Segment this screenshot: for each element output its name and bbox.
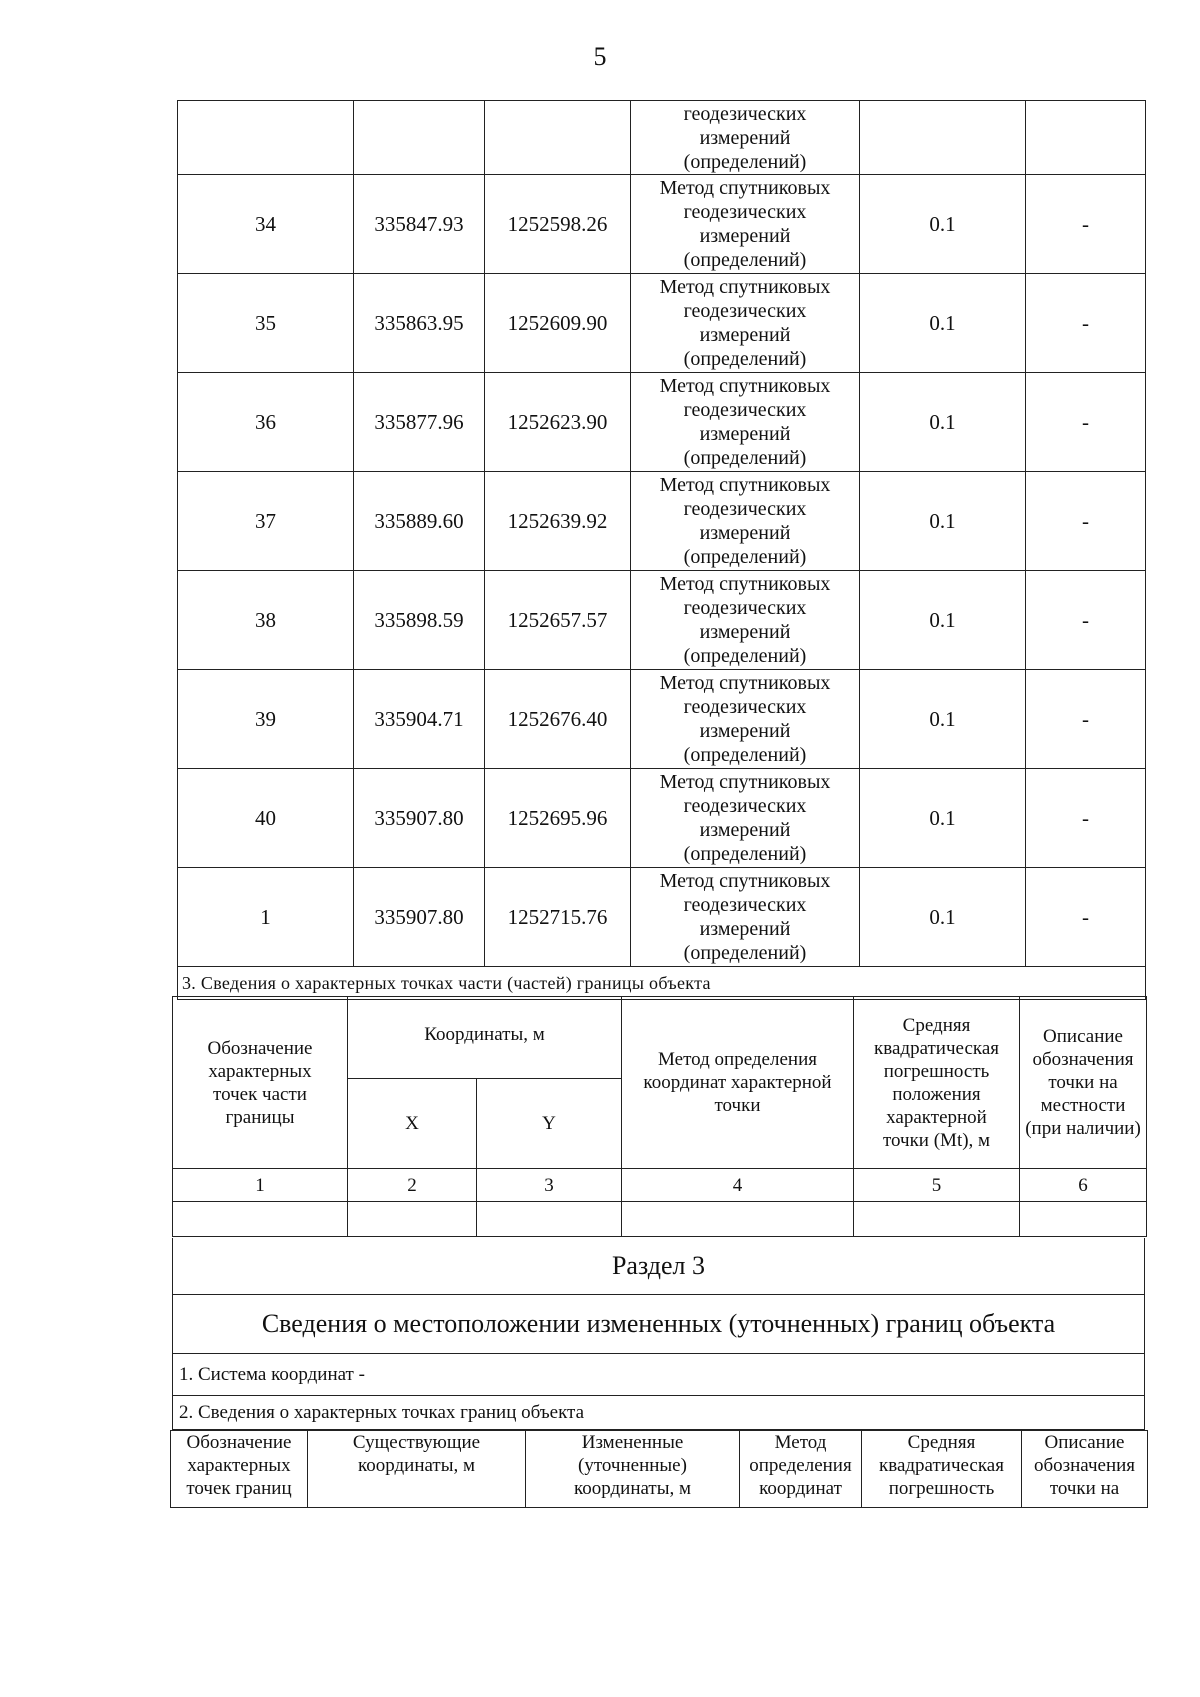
table-cell — [622, 1202, 854, 1237]
table-cell — [860, 101, 1026, 175]
point-description: - — [1026, 274, 1146, 373]
point-y: 1252623.90 — [485, 373, 631, 472]
header-y: Y — [477, 1079, 622, 1169]
method-line: (определений) — [683, 150, 807, 173]
section3-row — [178, 967, 1146, 1000]
table-row-continuation — [178, 101, 1146, 175]
table-cell — [173, 1202, 348, 1237]
point-number: 35 — [178, 274, 354, 373]
header-line: границы — [225, 1106, 295, 1128]
header-designation — [171, 1431, 308, 1508]
table-row — [178, 670, 1146, 769]
point-y: 1252715.76 — [485, 868, 631, 967]
method-line: (определений) — [683, 645, 807, 667]
coordinate-system-line: 1. Система координат - — [172, 1354, 1145, 1396]
method-line: Метод спутниковых — [659, 474, 831, 496]
point-description: - — [1026, 571, 1146, 670]
point-description: - — [1026, 769, 1146, 868]
column-number: 6 — [1020, 1169, 1147, 1202]
column-number: 5 — [854, 1169, 1020, 1202]
header-line: местности — [1040, 1095, 1126, 1116]
method-line: (определений) — [683, 942, 807, 964]
method-line: измерений — [699, 423, 791, 445]
page-number: 5 — [593, 42, 607, 71]
method-line: (определений) — [683, 744, 807, 766]
table-cell — [354, 101, 485, 175]
header-line: координат — [759, 1478, 842, 1499]
column-number: 1 — [173, 1169, 348, 1202]
method-line: (определений) — [683, 546, 807, 568]
point-error: 0.1 — [860, 670, 1026, 769]
column-numbers-row — [173, 1169, 1147, 1202]
header-description — [1020, 997, 1147, 1169]
table-row — [178, 769, 1146, 868]
column-number: 2 — [348, 1169, 477, 1202]
point-x: 335889.60 — [354, 472, 485, 571]
method-cell — [631, 472, 860, 571]
header-line: точки на — [1049, 1478, 1120, 1499]
points-table — [177, 100, 1146, 1000]
header-line: точки — [714, 1095, 761, 1116]
header-line: обозначения — [1032, 1049, 1134, 1070]
header-designation — [173, 997, 348, 1169]
point-x: 335904.71 — [354, 670, 485, 769]
header-line: Средняя — [907, 1432, 976, 1453]
header-line: Обозначение — [186, 1432, 292, 1453]
method-line: измерений — [699, 621, 791, 643]
method-line: измерений — [699, 720, 791, 742]
table-row — [178, 373, 1146, 472]
method-cell — [631, 868, 860, 967]
header-line: характерных — [187, 1455, 291, 1476]
table-cell — [485, 101, 631, 175]
point-number: 37 — [178, 472, 354, 571]
table-row — [178, 274, 1146, 373]
method-line: Метод спутниковых — [659, 771, 831, 793]
method-cell — [631, 274, 860, 373]
point-error: 0.1 — [860, 769, 1026, 868]
header-line: точки на — [1048, 1072, 1118, 1093]
point-x: 335907.80 — [354, 868, 485, 967]
point-x: 335898.59 — [354, 571, 485, 670]
point-y: 1252676.40 — [485, 670, 631, 769]
section-subtitle: Сведения о местоположении измененных (уточненных) границ объекта — [172, 1295, 1145, 1354]
header-line: точки (Mt), м — [882, 1129, 991, 1151]
section-title: Раздел 3 — [172, 1238, 1145, 1295]
header-line: характерной — [886, 1106, 987, 1128]
method-line: (определений) — [683, 843, 807, 865]
method-cell — [631, 769, 860, 868]
method-line: Метод спутниковых — [659, 375, 831, 397]
table-cell — [477, 1202, 622, 1237]
header-line: Метод — [774, 1432, 827, 1453]
header-line: обозначения — [1033, 1455, 1136, 1476]
header-changed — [526, 1431, 740, 1508]
method-line: измерений — [699, 522, 791, 544]
point-x: 335907.80 — [354, 769, 485, 868]
header-line: Обозначение — [207, 1037, 313, 1059]
point-description: - — [1026, 175, 1146, 274]
point-y: 1252598.26 — [485, 175, 631, 274]
method-line: Метод спутниковых — [659, 870, 831, 892]
method-line: Метод спутниковых — [659, 672, 831, 694]
boundary-points-title: 2. Сведения о характерных точках границ объекта — [172, 1396, 1145, 1430]
part-points-table — [172, 996, 1147, 1237]
column-number: 3 — [477, 1169, 622, 1202]
method-line: измерений — [699, 918, 791, 940]
point-x: 335847.93 — [354, 175, 485, 274]
method-line: (определений) — [683, 447, 807, 469]
table-cell — [854, 1202, 1020, 1237]
header-description — [1022, 1431, 1148, 1508]
table-cell — [1020, 1202, 1147, 1237]
method-line: (определений) — [683, 249, 807, 271]
method-line: геодезических — [683, 102, 807, 125]
header-line: положения — [892, 1083, 981, 1105]
header-line: Описание — [1043, 1026, 1123, 1047]
header-line: Описание — [1044, 1432, 1125, 1453]
method-line: геодезических — [683, 597, 807, 619]
point-number: 1 — [178, 868, 354, 967]
method-line: геодезических — [683, 300, 807, 322]
point-y: 1252695.96 — [485, 769, 631, 868]
point-error: 0.1 — [860, 373, 1026, 472]
method-line: геодезических — [683, 696, 807, 718]
section3-title: 3. Сведения о характерных точках части (частей) границы объекта — [178, 967, 1146, 1000]
header-coords: Координаты, м — [348, 997, 622, 1079]
point-description: - — [1026, 868, 1146, 967]
header-x: X — [348, 1079, 477, 1169]
table-row — [178, 175, 1146, 274]
point-error: 0.1 — [860, 868, 1026, 967]
point-error: 0.1 — [860, 175, 1026, 274]
point-x: 335863.95 — [354, 274, 485, 373]
header-line: квадратическая — [879, 1455, 1004, 1476]
header-line: погрешность — [883, 1060, 990, 1082]
method-line: Метод спутниковых — [659, 276, 831, 298]
header-existing — [308, 1431, 526, 1508]
point-number: 34 — [178, 175, 354, 274]
method-line: Метод спутниковых — [659, 177, 831, 199]
method-line: геодезических — [683, 498, 807, 520]
method-line: измерений — [699, 324, 791, 346]
header-error — [854, 997, 1020, 1169]
table-row-empty — [173, 1202, 1147, 1237]
point-y: 1252657.57 — [485, 571, 631, 670]
point-y: 1252639.92 — [485, 472, 631, 571]
method-cell — [631, 571, 860, 670]
header-line: точек границ — [186, 1478, 292, 1499]
method-line: Метод спутниковых — [659, 573, 831, 595]
header-line: определения — [749, 1455, 852, 1476]
table-row — [178, 868, 1146, 967]
method-line: измерений — [699, 225, 791, 247]
header-line: погрешность — [888, 1478, 995, 1499]
changed-boundaries-table — [170, 1430, 1148, 1508]
header-method — [622, 997, 854, 1169]
point-description: - — [1026, 472, 1146, 571]
method-cell — [631, 101, 860, 175]
header-line: квадратическая — [874, 1037, 999, 1059]
point-number: 38 — [178, 571, 354, 670]
header-line: (уточненные) — [578, 1455, 687, 1476]
method-line: измерений — [699, 126, 791, 149]
method-line: (определений) — [683, 348, 807, 370]
header-line: Существующие — [352, 1432, 481, 1453]
method-line: геодезических — [683, 795, 807, 817]
table-cell — [1026, 101, 1146, 175]
header-method — [740, 1431, 862, 1508]
table-row — [178, 571, 1146, 670]
method-line: геодезических — [683, 894, 807, 916]
method-line: геодезических — [683, 399, 807, 421]
point-error: 0.1 — [860, 571, 1026, 670]
header-line: Измененные — [581, 1432, 684, 1453]
header-line: координат характерной — [643, 1072, 832, 1093]
point-error: 0.1 — [860, 472, 1026, 571]
method-line: геодезических — [683, 201, 807, 223]
point-x: 335877.96 — [354, 373, 485, 472]
method-cell — [631, 175, 860, 274]
point-number: 36 — [178, 373, 354, 472]
header-line: Метод определения — [658, 1049, 817, 1070]
header-line: Средняя — [902, 1014, 971, 1036]
header-line: координаты, м — [357, 1455, 476, 1476]
header-line: характерных — [208, 1060, 312, 1082]
header-line: (при наличии) — [1025, 1118, 1141, 1139]
method-line: измерений — [699, 819, 791, 841]
header-line: точек части — [213, 1083, 307, 1105]
point-description: - — [1026, 373, 1146, 472]
header-error — [862, 1431, 1022, 1508]
table-row — [178, 472, 1146, 571]
method-cell — [631, 670, 860, 769]
point-number: 40 — [178, 769, 354, 868]
point-number: 39 — [178, 670, 354, 769]
method-cell — [631, 373, 860, 472]
point-error: 0.1 — [860, 274, 1026, 373]
point-y: 1252609.90 — [485, 274, 631, 373]
point-description: - — [1026, 670, 1146, 769]
header-line: координаты, м — [573, 1478, 692, 1499]
column-number: 4 — [622, 1169, 854, 1202]
table-cell — [178, 101, 354, 175]
table-cell — [348, 1202, 477, 1237]
